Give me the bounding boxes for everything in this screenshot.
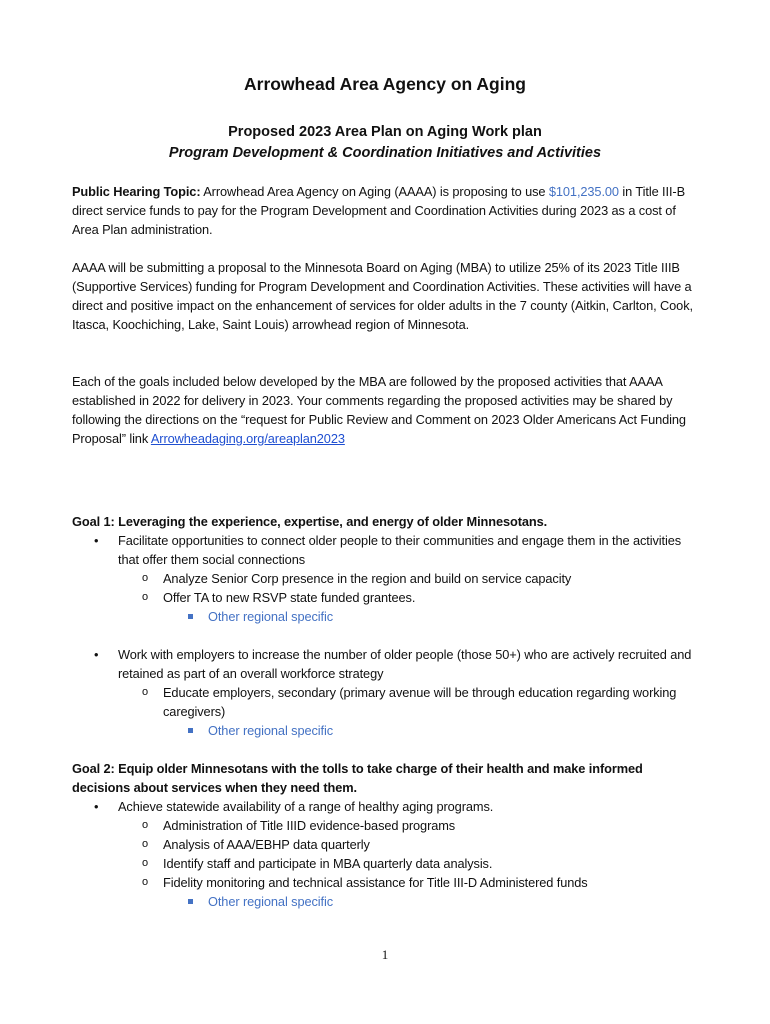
goal-2-subitem: o Fidelity monitoring and technical assistance for Title III-D Administered funds	[72, 873, 702, 892]
goal-2-subitem: o Administration of Title IIID evidence-based programs	[72, 816, 702, 835]
goal-1-list	[72, 531, 702, 626]
goal-1-list-2	[72, 645, 702, 740]
goal-2-list	[72, 797, 702, 911]
document-title: Arrowhead Area Agency on Aging	[244, 74, 526, 94]
comments-paragraph	[72, 372, 702, 448]
subtitle-italic-line: Program Development & Coordination Initiatives and Activities	[168, 145, 602, 161]
goal-1-note: Other regional specific	[72, 607, 702, 626]
goal-1-subitem: o Offer TA to new RSVP state funded grantees.	[72, 588, 702, 607]
comments-text: Each of the goals included below developed by the MBA are followed by the proposed activities that AAAA established in 2022 for delivery in 2023. Your comments regarding the proposed activities may be shared by following the directions on the “request for Public Review and Comment on 2023 Older Americans Act Funding Proposal” link	[72, 374, 686, 446]
goal-1-bullet: • Work with employers to increase the number of older people (those 50+) who are actively recruited and retained as part of an overall workforce strategy	[72, 645, 702, 683]
goal-2-section	[72, 759, 702, 911]
areaplan-link[interactable]: Arrowheadaging.org/areaplan2023	[150, 431, 345, 446]
goal-1-note: Other regional specific	[72, 721, 702, 740]
goal-2-bullet: • Achieve statewide availability of a range of healthy aging programs.	[72, 797, 702, 816]
topic-amount: $101,235.00	[548, 184, 619, 199]
topic-text-2: in Title III-B direct service funds to pay for the Program Development and Coordination Activities during 2023 as a cost of Area Plan administration.	[72, 184, 686, 237]
topic-text-1: Arrowhead Area Agency on Aging (AAAA) is proposing to use	[203, 184, 549, 199]
goal-1-section	[72, 512, 702, 740]
proposal-paragraph: AAAA will be submitting a proposal to the Minnesota Board on Aging (MBA) to utilize 25% of its 2023 Title IIIB (Supportive Services) funding for Program Development and Coordination Activities. These activities will have a direct and positive impact on the enhancement of services for older adults in the 7 county (Aitkin, Carlton, Cook, Itasca, Koochiching, Lake, Saint Louis) arrowhead region of Minnesota.	[72, 260, 693, 332]
page-number: 1	[381, 947, 389, 962]
goal-1-subitem: o Analyze Senior Corp presence in the region and build on service capacity	[72, 569, 702, 588]
goal-2-subitem: o Analysis of AAA/EBHP data quarterly	[72, 835, 702, 854]
subtitle-line: Proposed 2023 Area Plan on Aging Work plan	[228, 124, 542, 140]
goal-2-heading: Goal 2: Equip older Minnesotans with the tolls to take charge of their health and make informed decisions about services when they need them.	[72, 761, 643, 795]
goal-2-subitem: o Identify staff and participate in MBA quarterly data analysis.	[72, 854, 702, 873]
goal-1-heading: Goal 1: Leveraging the experience, expertise, and energy of older Minnesotans.	[72, 514, 548, 529]
public-hearing-paragraph	[72, 182, 702, 239]
goal-1-bullet: • Facilitate opportunities to connect older people to their communities and engage them in the activities that offer them social connections	[72, 531, 702, 569]
topic-label: Public Hearing Topic:	[72, 184, 201, 199]
document-subtitle	[0, 122, 770, 164]
goal-2-note: Other regional specific	[72, 892, 702, 911]
goal-1-subitem: o Educate employers, secondary (primary avenue will be through education regarding working caregivers)	[72, 683, 702, 721]
